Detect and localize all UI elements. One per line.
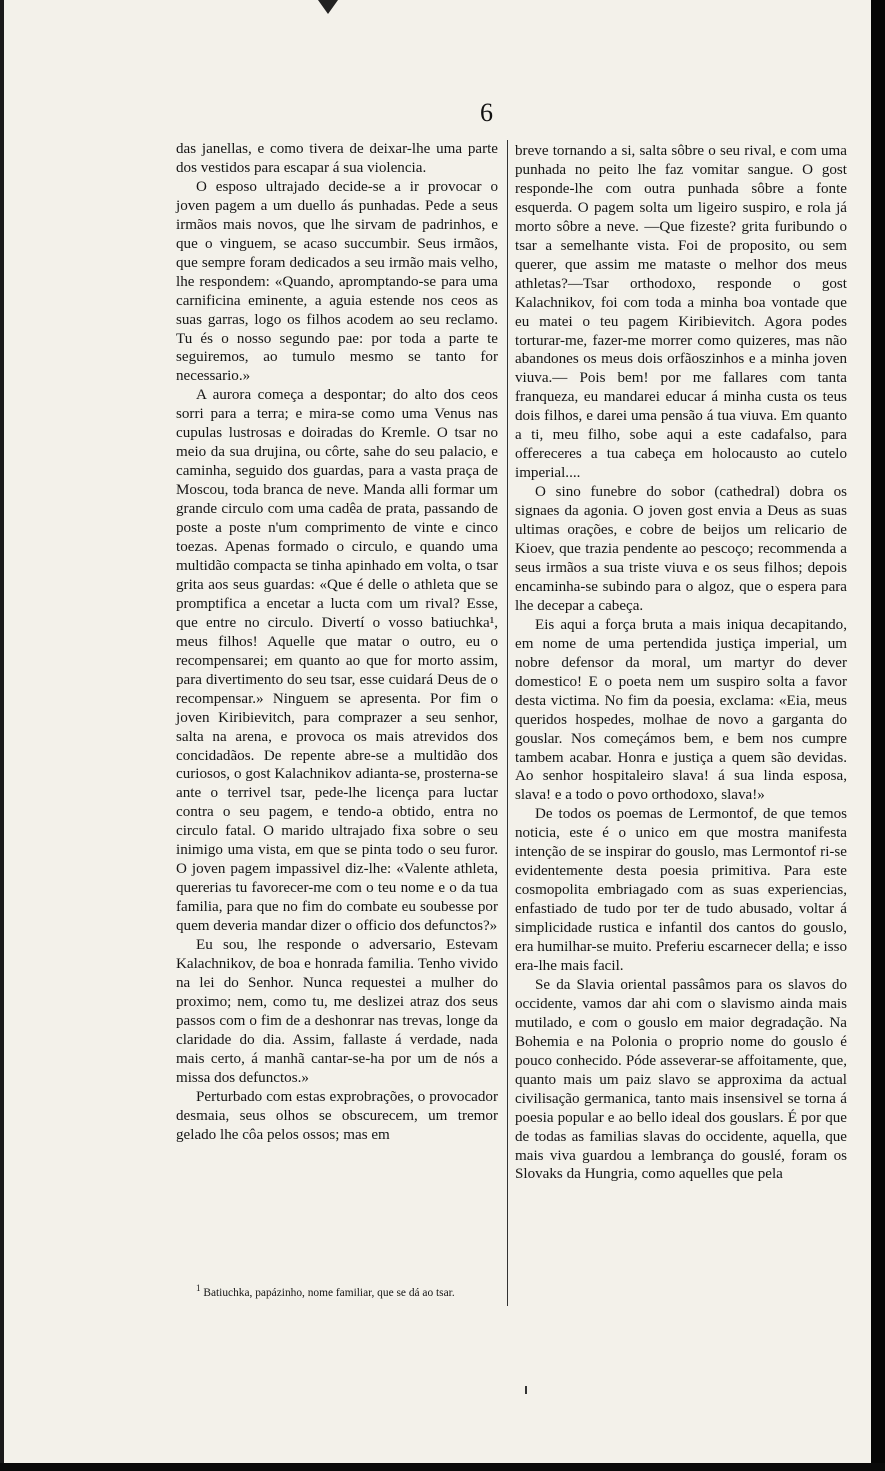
column-divider [507,140,508,1306]
print-mark [525,1386,527,1394]
paragraph: A aurora começa a despontar; do alto dos ceos sorri para a terra; e mira-se como uma Venus nas cupulas lustrosas e doiradas do Kremle. O tsar no meio da sua drujina, ou côrte, sahe do seu palacio, e caminha, seguido dos guardas, para a vasta praça de Moscou, toda branca de neve. Manda alli formar um grande circulo com uma cadêa de prata, passando de poste a poste n'um comprimento de vinte e cinco toezas. Apenas formado o circulo, e quando uma multidão compacta se tinha apinhado em volta, o tsar grita aos seus guardas: «Que é delle o athleta que se promptifica a encetar a lucta com um rival? Esse, que entre no circulo. Divertí o vosso batiuchka¹, meus filhos! Aquelle que matar o outro, eu o recompensarei; em quanto ao que for morto assim, para divertimento do seu tsar, esse cuidará Deus de o recompensar.» Ninguem se apresenta. Por fim o joven Kiribievitch, para comprazer a seu senhor, salta na arena, e provoca os mais atrevidos dos concidadãos. De repente abre-se a multidão dos curiosos, o gost Kalachnikov adianta-se, prosterna-se ante o terrivel tsar, pede-lhe licença para luctar contra o seu pagem, e tendo-a obtido, entra no circulo fatal. O marido ultrajado fixa sobre o seu inimigo uma vista, em que se pinta todo o seu furor. O joven pagem impassivel diz-lhe: «Valente athleta, quererias tu favorecer-me com o teu nome e o da tua familia, para que no fim do combate eu soubesse por quem deveria mandar dizer o officio dos defunctos?» [176,387,498,935]
paragraph: Eis aqui a força bruta a mais iniqua decapitando, em nome de uma pertendida justiça imperial, um nobre defensor da moral, um martyr do dever domestico! E o poeta nem um suspiro solta a favor desta victima. No fim da poesia, exclama: «Eia, meus queridos hospedes, molhae de novo a garganta do gouslar. Nos começámos bem, e bem nos cumpre tambem acabar. Honra e justiça a quem são devidas. Ao senhor hospitaleiro slava! á sua linda esposa, slava! e a todo o povo orthodoxo, slava!» [515,616,847,804]
paragraph: das janellas, e como tivera de deixar-lhe uma parte dos vestidos para escapar á sua violencia. [176,141,498,176]
scan-notch [318,0,338,14]
paragraph: Eu sou, lhe responde o adversario, Estevam Kalachnikov, de boa e honrada familia. Tenho vivido na lei do Senhor. Nunca requestei a mulher do proximo; nem, como tu, me deslizei atraz dos seus passos com o fim de a deshonrar nas trevas, longe da claridade do dia. Assim, fallaste á verdade, nada mais certo, á manhã cantar-se-ha por um de nós a missa dos defunctos.» [176,937,498,1086]
page-number: 6 [480,98,493,127]
paragraph: O sino funebre do sobor (cathedral) dobra os signaes da agonia. O joven gost envia a Deus as suas ultimas orações, e cobre de beijos um relicario de Kioev, que trazia pendente ao pescoço; recommenda a seus irmãos a sua triste viuva e os seus filhos; depois encaminha-se subindo para o algoz, que o espera para lhe decepar a cabeça. [515,484,847,614]
footnote-text: Batiuchka, papázinho, nome familiar, que se dá ao tsar. [203,1286,455,1299]
paragraph: Se da Slavia oriental passâmos para os slavos do occidente, vamos dar ahi com o slavismo ainda mais mutilado, e com o gouslo em maior degradação. Na Bohemia e na Polonia o proprio nome do gouslo é pouco conhecido. Póde asseverar-se affoitamente, que, quanto mais um paiz slavo se approxima da actual civilisação germanica, tanto mais insensivel se torna á poesia popular e ao bello ideal dos gouslars. É por que de todas as familias slavas do occidente, aquella, que mais viva guardou a lembrança do gouslé, foram os Slovaks da Hungria, como aquelles que pela [515,976,847,1183]
footnote [176,1280,498,1302]
scan-edge-bottom [0,1463,885,1471]
footnote-mark: 1 [196,1283,201,1293]
scan-edge-left [0,0,4,1471]
paragraph: De todos os poemas de Lermontof, de que temos noticia, este é o unico em que mostra manifesta intenção de se inspirar do gouslo, mas Lermontof ri-se evidentemente desta poesia primitiva. Para este cosmopolita embriagado com as suas experiencias, enfastiado de tudo por ter de tudo abusado, voltar á simplicidade rustica e infantil dos cantos do gouslo, era humilhar-se muito. Preferiu escarnecer della; e isso era-lhe mais facil. [515,806,847,974]
scan-edge-right [871,0,885,1471]
left-column [176,140,498,1145]
paragraph: O esposo ultrajado decide-se a ir provocar o joven pagem a um duello ás punhadas. Pede a seus irmãos mais novos, que lhe sirvam de padrinhos, e que o vinguem, se acaso succumbir. Seus irmãos, que sempre foram dedicados a seu irmão mais velho, lhe respondem: «Quando, apromptando-se para uma carnificina eminente, a aguia estende nos ceos as suas garras, logo os filhos acodem ao seu reclamo. Tu és o nosso segundo pae: por toda a parte te seguiremos, ao tumulo mesmo se tanto for necessario.» [176,178,498,385]
paragraph: Perturbado com estas exprobrações, o provocador desmaia, seus olhos se obscurecem, um tremor gelado lhe côa pelos ossos; mas em [176,1088,498,1143]
right-column [515,142,847,1184]
paragraph: breve tornando a si, salta sôbre o seu rival, e com uma punhada no peito lhe faz vomitar sangue. O gost responde-lhe com outra punhada sôbre a fonte esquerda. O pagem solta um ligeiro suspiro, e rola já morto sôbre a neve. —Que fizeste? grita furibundo o tsar a semelhante vista. Foi de proposito, ou sem querer, que assim me mataste o melhor dos meus athletas?—Tsar orthodoxo, responde o gost Kalachnikov, foi com toda a minha boa vontade que eu matei o teu pagem Kiribievitch. Agora podes torturar-me, fazer-me morrer como quizeres, mas não abandones os meus dois orfãoszinhos e a minha joven viuva.— Pois bem! por me fallares com tanta franqueza, eu mandarei educar á minha custa os teus dois filhos, e darei uma pensão á tua viuva. Em quanto a ti, meu filho, sobe aqui a este cadafalso, para offereceres a tua cabeça em holocausto ao cutelo imperial.... [515,143,847,482]
